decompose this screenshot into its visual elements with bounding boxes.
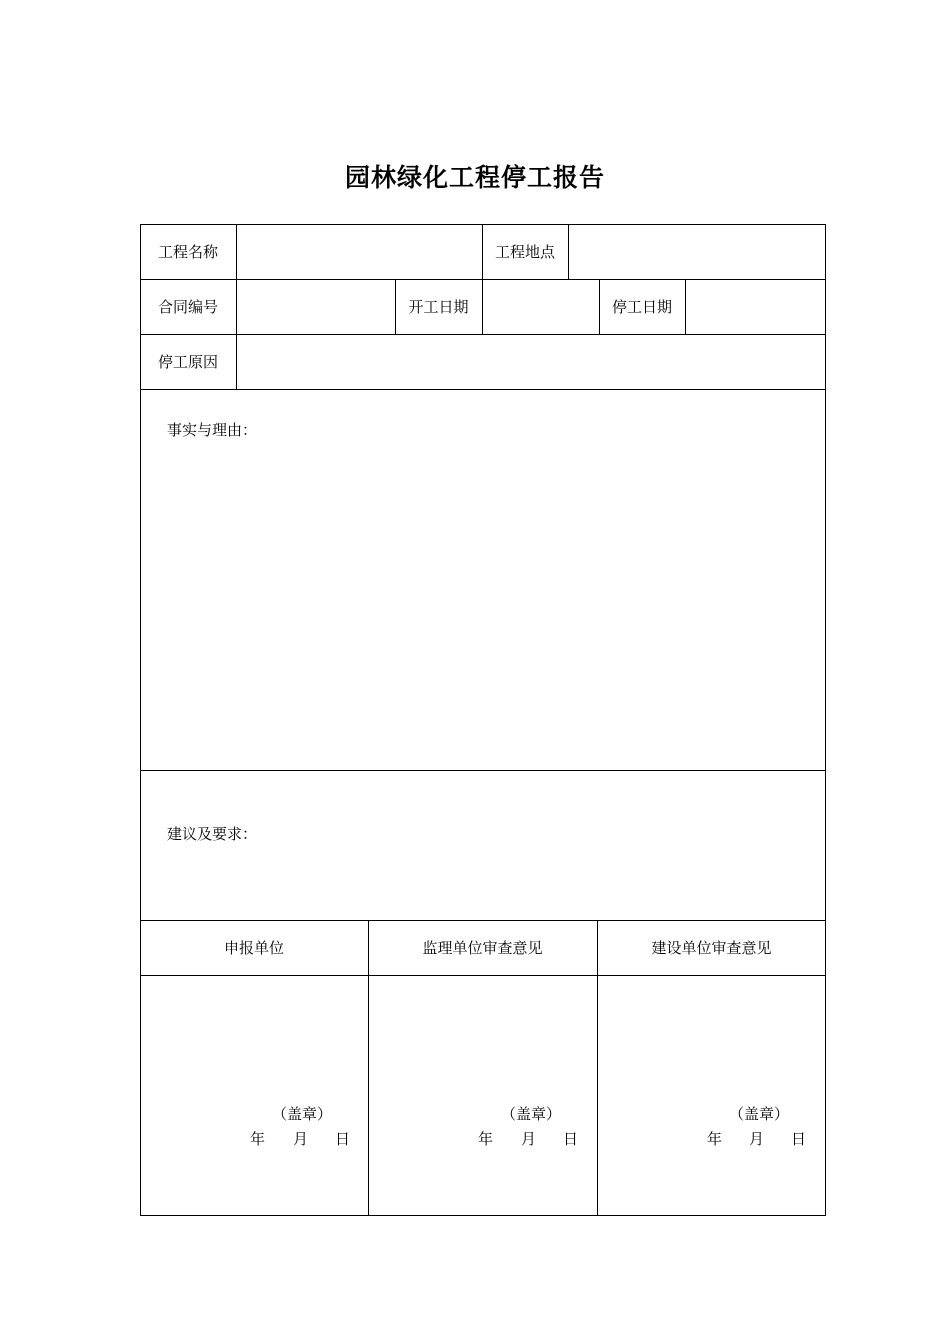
start-date-label: 开工日期 [408,298,469,316]
contract-no-label: 合同编号 [157,298,218,316]
suggestions-label: 建议及要求： [167,825,258,843]
owner-seal: （盖章） [729,1105,790,1123]
supervisor-review-header: 监理单位审查意见 [422,939,543,957]
owner-year: 年 [707,1130,723,1148]
owner-month: 月 [749,1130,765,1148]
supervisor-year: 年 [478,1130,494,1148]
page-title: 园林绿化工程停工报告 [344,163,605,192]
project-name-label: 工程名称 [157,243,218,261]
form-grid-lines [140,224,826,1216]
supervisor-day: 日 [563,1130,579,1148]
owner-review-header: 建设单位审查意见 [651,939,772,957]
stop-work-report-form [140,224,826,1216]
stop-date-label: 停工日期 [611,298,672,316]
applicant-year: 年 [250,1130,266,1148]
stop-reason-label: 停工原因 [157,353,218,371]
applicant-month: 月 [293,1130,309,1148]
supervisor-month: 月 [521,1130,537,1148]
applicant-header: 申报单位 [223,939,284,957]
applicant-seal: （盖章） [272,1105,333,1123]
facts-label: 事实与理由： [167,421,258,439]
applicant-day: 日 [335,1130,351,1148]
supervisor-seal: （盖章） [501,1105,562,1123]
project-location-label: 工程地点 [494,243,555,261]
owner-day: 日 [791,1130,807,1148]
